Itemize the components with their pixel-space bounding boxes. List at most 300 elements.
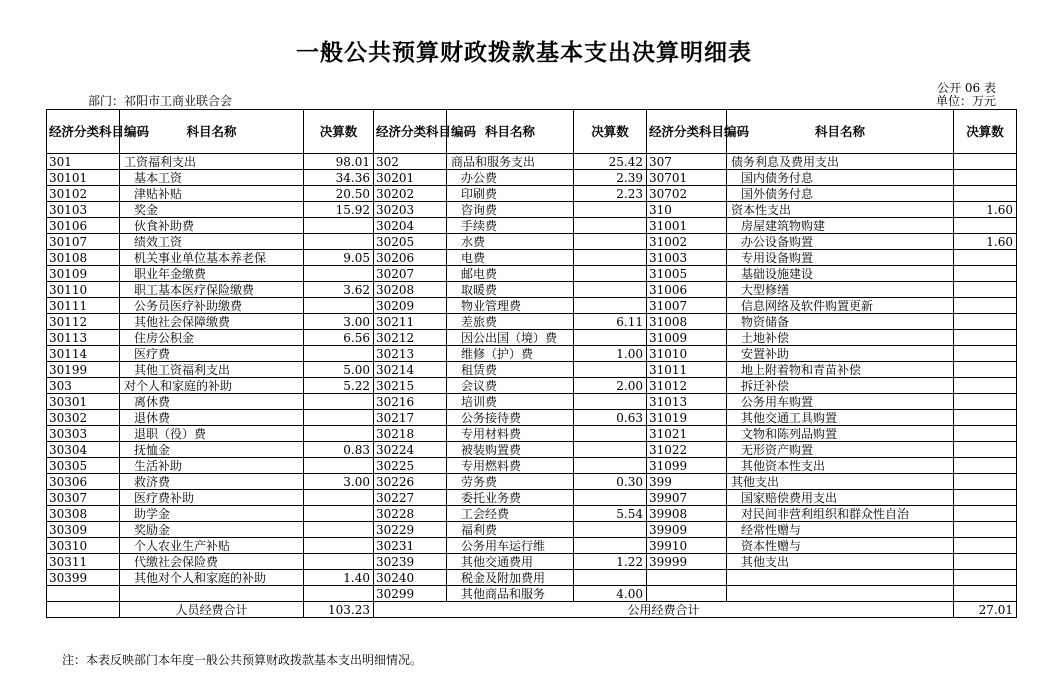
code-cell: 30306 (47, 474, 120, 490)
item-name-cell: 职工基本医疗保险缴费 (120, 282, 304, 298)
code-cell: 30311 (47, 554, 120, 570)
item-name-cell: 文物和陈列品购置 (727, 426, 954, 442)
code-cell: 30110 (47, 282, 120, 298)
code-cell: 39907 (647, 490, 727, 506)
item-name-cell: 奖金 (120, 202, 304, 218)
amount-cell (304, 554, 374, 570)
code-cell: 31003 (647, 250, 727, 266)
department-label: 部门：祁阳市工商业联合会 (88, 94, 233, 108)
header-code: 经济分类科目编码 (647, 110, 727, 154)
amount-cell (574, 218, 647, 234)
amount-cell (304, 490, 374, 506)
amount-cell (954, 170, 1017, 186)
code-cell: 30209 (374, 298, 447, 314)
amount-cell (954, 266, 1017, 282)
code-cell: 31006 (647, 282, 727, 298)
amount-cell (574, 362, 647, 378)
table-row (47, 266, 1017, 282)
item-name-cell: 离休费 (120, 394, 304, 410)
amount-cell: 6.56 (304, 330, 374, 346)
item-name-cell: 资本性赠与 (727, 538, 954, 554)
item-name-cell: 会议费 (447, 378, 574, 394)
item-name-cell: 土地补偿 (727, 330, 954, 346)
amount-cell (574, 282, 647, 298)
code-cell: 30226 (374, 474, 447, 490)
amount-cell: 15.92 (304, 202, 374, 218)
item-name-cell: 电费 (447, 250, 574, 266)
item-name-cell: 被装购置费 (447, 442, 574, 458)
amount-cell: 2.00 (574, 378, 647, 394)
code-cell: 31007 (647, 298, 727, 314)
code-cell: 30307 (47, 490, 120, 506)
amount-cell: 2.39 (574, 170, 647, 186)
amount-cell (304, 538, 374, 554)
code-cell: 30102 (47, 186, 120, 202)
table-row (47, 442, 1017, 458)
item-name-cell (727, 570, 954, 586)
amount-cell: 5.00 (304, 362, 374, 378)
summary-blank (47, 602, 120, 618)
item-name-cell: 水费 (447, 234, 574, 250)
item-name-cell: 委托业务费 (447, 490, 574, 506)
amount-cell (954, 362, 1017, 378)
amount-cell: 9.05 (304, 250, 374, 266)
code-cell: 30240 (374, 570, 447, 586)
item-name-cell: 其他工资福利支出 (120, 362, 304, 378)
code-cell: 30228 (374, 506, 447, 522)
code-cell: 30308 (47, 506, 120, 522)
amount-cell (954, 554, 1017, 570)
code-cell: 30310 (47, 538, 120, 554)
item-name-cell: 个人农业生产补贴 (120, 538, 304, 554)
code-cell: 30301 (47, 394, 120, 410)
code-cell: 30103 (47, 202, 120, 218)
item-name-cell: 公务用车购置 (727, 394, 954, 410)
amount-cell (304, 522, 374, 538)
code-cell: 303 (47, 378, 120, 394)
header-name: 科目名称 (727, 110, 954, 154)
personnel-total-value: 103.23 (304, 602, 374, 618)
item-name-cell: 伙食补助费 (120, 218, 304, 234)
table-row (47, 282, 1017, 298)
item-name-cell: 生活补助 (120, 458, 304, 474)
amount-cell (574, 330, 647, 346)
code-cell: 31011 (647, 362, 727, 378)
amount-cell (574, 570, 647, 586)
table-row (47, 362, 1017, 378)
item-name-cell: 助学金 (120, 506, 304, 522)
item-name-cell (727, 586, 954, 602)
item-name-cell: 其他商品和服务 (447, 586, 574, 602)
amount-cell (954, 154, 1017, 170)
amount-cell (574, 490, 647, 506)
code-cell: 30202 (374, 186, 447, 202)
amount-cell (954, 298, 1017, 314)
amount-cell (304, 266, 374, 282)
amount-cell: 1.60 (954, 234, 1017, 250)
code-cell: 39910 (647, 538, 727, 554)
personnel-total-label: 人员经费合计 (120, 602, 304, 618)
form-code: 公开 06 表 (937, 81, 996, 95)
table-row (47, 298, 1017, 314)
item-name-cell: 对民间非营利组织和群众性自治 (727, 506, 954, 522)
table-row (47, 346, 1017, 362)
amount-cell: 98.01 (304, 154, 374, 170)
amount-cell (954, 426, 1017, 442)
code-cell: 30303 (47, 426, 120, 442)
code-cell: 30224 (374, 442, 447, 458)
amount-cell (574, 442, 647, 458)
code-cell: 30109 (47, 266, 120, 282)
amount-cell (304, 410, 374, 426)
header-code: 经济分类科目编码 (47, 110, 120, 154)
code-cell: 31002 (647, 234, 727, 250)
table-row (47, 250, 1017, 266)
code-cell: 30701 (647, 170, 727, 186)
amount-cell (304, 426, 374, 442)
amount-cell: 1.60 (954, 202, 1017, 218)
table-row (47, 314, 1017, 330)
amount-cell (304, 458, 374, 474)
table-row (47, 170, 1017, 186)
code-cell: 30203 (374, 202, 447, 218)
code-cell: 30199 (47, 362, 120, 378)
amount-cell (574, 250, 647, 266)
code-cell: 31099 (647, 458, 727, 474)
amount-cell: 0.30 (574, 474, 647, 490)
amount-cell: 3.62 (304, 282, 374, 298)
item-name-cell: 公务用车运行维 (447, 538, 574, 554)
item-name-cell: 差旅费 (447, 314, 574, 330)
amount-cell: 0.83 (304, 442, 374, 458)
amount-cell (574, 234, 647, 250)
item-name-cell: 专用设备购置 (727, 250, 954, 266)
item-name-cell: 国家赔偿费用支出 (727, 490, 954, 506)
header-name: 科目名称 (120, 110, 304, 154)
footnote: 注：本表反映部门本年度一般公共预算财政拨款基本支出明细情况。 (62, 653, 423, 667)
code-cell: 30111 (47, 298, 120, 314)
item-name-cell: 地上附着物和青苗补偿 (727, 362, 954, 378)
table-row (47, 378, 1017, 394)
code-cell: 30215 (374, 378, 447, 394)
public-total-value: 27.01 (954, 602, 1017, 618)
code-cell: 30204 (374, 218, 447, 234)
code-cell: 302 (374, 154, 447, 170)
item-name-cell: 代缴社会保险费 (120, 554, 304, 570)
item-name-cell: 国外债务付息 (727, 186, 954, 202)
code-cell: 399 (647, 474, 727, 490)
item-name-cell: 抚恤金 (120, 442, 304, 458)
amount-cell (954, 586, 1017, 602)
item-name-cell: 绩效工资 (120, 234, 304, 250)
code-cell: 31022 (647, 442, 727, 458)
amount-cell: 34.36 (304, 170, 374, 186)
code-cell: 30208 (374, 282, 447, 298)
item-name-cell: 医疗费补助 (120, 490, 304, 506)
amount-cell (954, 394, 1017, 410)
code-cell: 30106 (47, 218, 120, 234)
item-name-cell: 税金及附加费用 (447, 570, 574, 586)
amount-cell: 1.00 (574, 346, 647, 362)
item-name-cell: 经常性赠与 (727, 522, 954, 538)
item-name-cell: 租赁费 (447, 362, 574, 378)
code-cell: 30399 (47, 570, 120, 586)
unit-label: 单位：万元 (935, 94, 996, 108)
code-cell: 30231 (374, 538, 447, 554)
item-name-cell: 信息网络及软件购置更新 (727, 298, 954, 314)
amount-cell: 1.40 (304, 570, 374, 586)
item-name-cell: 物资储备 (727, 314, 954, 330)
item-name-cell: 劳务费 (447, 474, 574, 490)
item-name-cell: 拆迁补偿 (727, 378, 954, 394)
code-cell: 31009 (647, 330, 727, 346)
item-name-cell: 办公设备购置 (727, 234, 954, 250)
public-total-label: 公用经费合计 (374, 602, 954, 618)
item-name-cell: 邮电费 (447, 266, 574, 282)
code-cell: 30702 (647, 186, 727, 202)
item-name-cell: 咨询费 (447, 202, 574, 218)
code-cell: 31008 (647, 314, 727, 330)
item-name-cell: 奖励金 (120, 522, 304, 538)
amount-cell (954, 330, 1017, 346)
amount-cell (304, 346, 374, 362)
item-name-cell: 退休费 (120, 410, 304, 426)
item-name-cell: 其他支出 (727, 474, 954, 490)
item-name-cell: 公务接待费 (447, 410, 574, 426)
table-row (47, 586, 1017, 602)
code-cell: 30302 (47, 410, 120, 426)
table-row (47, 522, 1017, 538)
amount-cell (574, 266, 647, 282)
item-name-cell: 专用燃料费 (447, 458, 574, 474)
header-amount: 决算数 (954, 110, 1017, 154)
amount-cell (954, 314, 1017, 330)
item-name-cell: 机关事业单位基本养老保 (120, 250, 304, 266)
amount-cell: 0.63 (574, 410, 647, 426)
table-row (47, 458, 1017, 474)
item-name-cell: 基础设施建设 (727, 266, 954, 282)
amount-cell: 5.22 (304, 378, 374, 394)
table-row (47, 426, 1017, 442)
table-row (47, 202, 1017, 218)
code-cell: 310 (647, 202, 727, 218)
amount-cell (574, 538, 647, 554)
item-name-cell: 其他对个人和家庭的补助 (120, 570, 304, 586)
amount-cell (574, 394, 647, 410)
table-row (47, 570, 1017, 586)
code-cell: 30206 (374, 250, 447, 266)
item-name-cell: 其他社会保障缴费 (120, 314, 304, 330)
amount-cell: 5.54 (574, 506, 647, 522)
code-cell: 30212 (374, 330, 447, 346)
table-row (47, 154, 1017, 170)
code-cell (647, 570, 727, 586)
item-name-cell: 津贴补贴 (120, 186, 304, 202)
item-name-cell: 退职（役）费 (120, 426, 304, 442)
code-cell: 30218 (374, 426, 447, 442)
amount-cell (304, 394, 374, 410)
table-row (47, 506, 1017, 522)
code-cell: 30205 (374, 234, 447, 250)
code-cell: 31012 (647, 378, 727, 394)
code-cell: 39908 (647, 506, 727, 522)
code-cell: 30113 (47, 330, 120, 346)
table-row (47, 538, 1017, 554)
item-name-cell: 房屋建筑物购建 (727, 218, 954, 234)
code-cell: 30227 (374, 490, 447, 506)
code-cell: 31001 (647, 218, 727, 234)
amount-cell (954, 282, 1017, 298)
item-name-cell: 债务利息及费用支出 (727, 154, 954, 170)
amount-cell (304, 506, 374, 522)
code-cell: 30112 (47, 314, 120, 330)
table-row (47, 554, 1017, 570)
code-cell: 30213 (374, 346, 447, 362)
header-amount: 决算数 (574, 110, 647, 154)
item-name-cell: 办公费 (447, 170, 574, 186)
amount-cell: 3.00 (304, 474, 374, 490)
code-cell: 31019 (647, 410, 727, 426)
amount-cell (954, 538, 1017, 554)
item-name-cell: 无形资产购置 (727, 442, 954, 458)
item-name-cell: 专用材料费 (447, 426, 574, 442)
code-cell: 39909 (647, 522, 727, 538)
amount-cell (574, 458, 647, 474)
table-row (47, 474, 1017, 490)
header-amount: 决算数 (304, 110, 374, 154)
amount-cell: 20.50 (304, 186, 374, 202)
amount-cell: 3.00 (304, 314, 374, 330)
amount-cell (954, 506, 1017, 522)
amount-cell (954, 474, 1017, 490)
code-cell: 301 (47, 154, 120, 170)
amount-cell (954, 218, 1017, 234)
amount-cell: 6.11 (574, 314, 647, 330)
code-cell: 30101 (47, 170, 120, 186)
item-name-cell: 安置补助 (727, 346, 954, 362)
item-name-cell: 住房公积金 (120, 330, 304, 346)
header-row (47, 110, 1017, 154)
code-cell: 30299 (374, 586, 447, 602)
table-row (47, 330, 1017, 346)
code-cell: 307 (647, 154, 727, 170)
code-cell: 30216 (374, 394, 447, 410)
summary-row (47, 602, 1017, 618)
amount-cell (954, 570, 1017, 586)
code-cell (647, 586, 727, 602)
code-cell: 30201 (374, 170, 447, 186)
item-name-cell: 其他交通费用 (447, 554, 574, 570)
table-row (47, 410, 1017, 426)
amount-cell: 25.42 (574, 154, 647, 170)
amount-cell (304, 234, 374, 250)
code-cell: 31021 (647, 426, 727, 442)
report-title: 一般公共预算财政拨款基本支出决算明细表 (296, 40, 752, 66)
code-cell: 30304 (47, 442, 120, 458)
item-name-cell: 其他资本性支出 (727, 458, 954, 474)
item-name-cell: 基本工资 (120, 170, 304, 186)
amount-cell (954, 346, 1017, 362)
header-name: 科目名称 (447, 110, 574, 154)
code-cell: 31005 (647, 266, 727, 282)
amount-cell (574, 298, 647, 314)
amount-cell (574, 522, 647, 538)
item-name-cell: 因公出国（境）费 (447, 330, 574, 346)
item-name-cell: 工会经费 (447, 506, 574, 522)
item-name-cell: 取暖费 (447, 282, 574, 298)
item-name-cell: 大型修缮 (727, 282, 954, 298)
item-name-cell: 商品和服务支出 (447, 154, 574, 170)
item-name-cell: 职业年金缴费 (120, 266, 304, 282)
amount-cell: 2.23 (574, 186, 647, 202)
code-cell: 30309 (47, 522, 120, 538)
amount-cell (954, 490, 1017, 506)
table-row (47, 186, 1017, 202)
item-name-cell: 印刷费 (447, 186, 574, 202)
amount-cell (304, 586, 374, 602)
item-name-cell: 物业管理费 (447, 298, 574, 314)
table-row (47, 394, 1017, 410)
header-code: 经济分类科目编码 (374, 110, 447, 154)
amount-cell (954, 458, 1017, 474)
item-name-cell: 福利费 (447, 522, 574, 538)
amount-cell: 4.00 (574, 586, 647, 602)
item-name-cell: 手续费 (447, 218, 574, 234)
amount-cell (954, 442, 1017, 458)
item-name-cell: 资本性支出 (727, 202, 954, 218)
code-cell: 31013 (647, 394, 727, 410)
table-row (47, 218, 1017, 234)
code-cell: 30114 (47, 346, 120, 362)
code-cell: 31010 (647, 346, 727, 362)
item-name-cell: 其他支出 (727, 554, 954, 570)
item-name-cell: 救济费 (120, 474, 304, 490)
code-cell: 30207 (374, 266, 447, 282)
code-cell: 30305 (47, 458, 120, 474)
item-name-cell: 医疗费 (120, 346, 304, 362)
amount-cell (954, 522, 1017, 538)
amount-cell: 1.22 (574, 554, 647, 570)
amount-cell (304, 298, 374, 314)
item-name-cell: 对个人和家庭的补助 (120, 378, 304, 394)
code-cell: 30229 (374, 522, 447, 538)
amount-cell (304, 218, 374, 234)
item-name-cell: 维修（护）费 (447, 346, 574, 362)
code-cell: 30225 (374, 458, 447, 474)
amount-cell (954, 250, 1017, 266)
amount-cell (574, 426, 647, 442)
item-name-cell (120, 586, 304, 602)
code-cell: 30239 (374, 554, 447, 570)
item-name-cell: 工资福利支出 (120, 154, 304, 170)
item-name-cell: 公务员医疗补助缴费 (120, 298, 304, 314)
item-name-cell: 培训费 (447, 394, 574, 410)
amount-cell (954, 410, 1017, 426)
amount-cell (954, 186, 1017, 202)
table-row (47, 234, 1017, 250)
code-cell (47, 586, 120, 602)
item-name-cell: 其他交通工具购置 (727, 410, 954, 426)
code-cell: 39999 (647, 554, 727, 570)
item-name-cell: 国内债务付息 (727, 170, 954, 186)
code-cell: 30214 (374, 362, 447, 378)
amount-cell (574, 202, 647, 218)
code-cell: 30108 (47, 250, 120, 266)
expenditure-table (46, 109, 1017, 618)
table-row (47, 490, 1017, 506)
code-cell: 30107 (47, 234, 120, 250)
amount-cell (954, 378, 1017, 394)
